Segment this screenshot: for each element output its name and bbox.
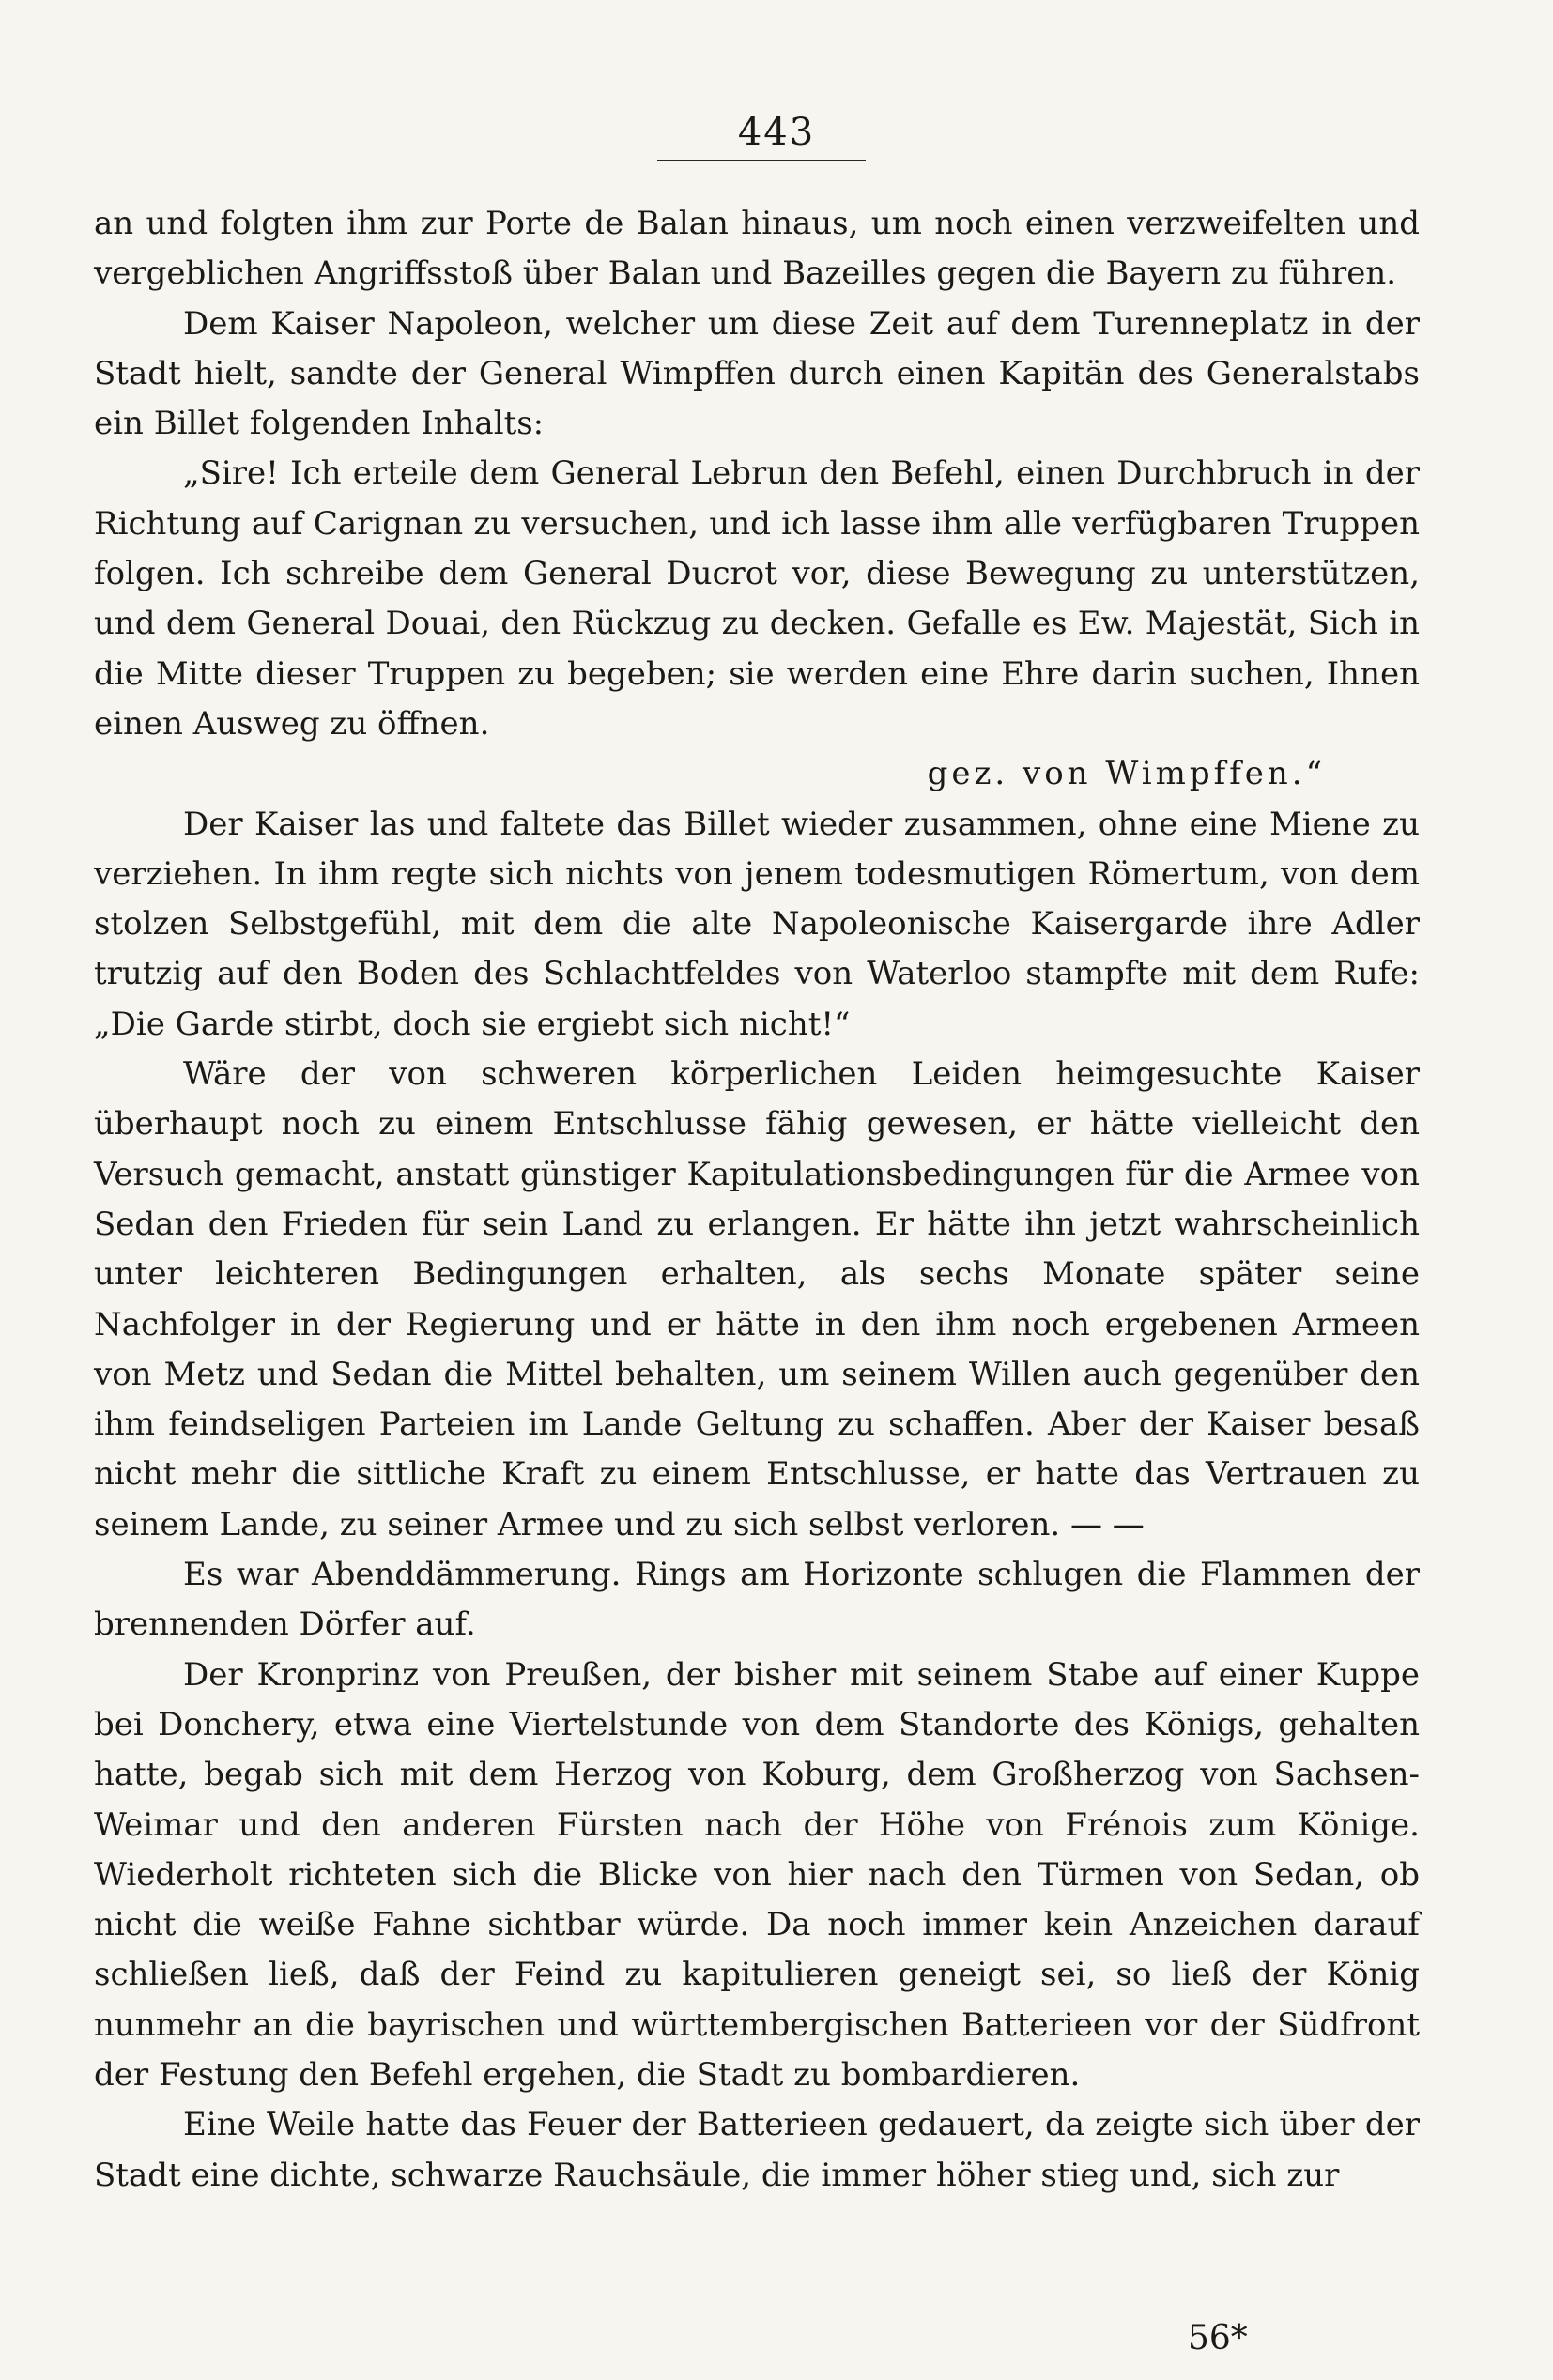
paragraph-8: Eine Weile hatte das Feuer der Batterieen gedauert, da zeigte sich über der Stadt eine dichte, schwarze Rauchsäule, die immer höher stieg und, sich zur	[94, 2106, 1420, 2194]
paragraph-4: Der Kaiser las und faltete das Billet wieder zusammen, ohne eine Miene zu verziehen. In ihm regte sich nichts von jenem todesmutigen Römertum, von dem stolzen Selbstgefühl, mit dem die alte Napoleonische Kaisergarde ihre Adler trutzig auf den Boden des Schlachtfeldes von Waterloo stampfte mit dem Rufe: „Die Garde stirbt, doch sie ergiebt sich nicht!“	[94, 805, 1420, 1043]
paragraph-3-letter: „Sire! Ich erteile dem General Lebrun den Befehl, einen Durchbruch in der Richtung auf Carignan zu versuchen, und ich lasse ihm alle verfügbaren Truppen folgen. Ich schreibe dem General Ducrot vor, diese Bewegung zu unterstützen, und dem General Douai, den Rückzug zu decken. Gefalle es Ew. Majestät, Sich in die Mitte dieser Truppen zu begeben; sie werden eine Ehre darin suchen, Ihnen einen Ausweg zu öffnen.	[94, 454, 1420, 743]
header-rule	[657, 160, 866, 161]
paragraph-5: Wäre der von schweren körperlichen Leiden heimgesuchte Kaiser überhaupt noch zu einem Entschlusse fähig gewesen, er hätte vielleicht den Versuch gemacht, anstatt günstiger Kapitulationsbedingungen für die Armee von Sedan den Frieden für sein Land zu erlangen. Er hätte ihn jetzt wahrscheinlich unter leichteren Bedingungen erhalten, als sechs Monate später seine Nachfolger in der Regierung und er hätte in den ihm noch ergebenen Armeen von Metz und Sedan die Mittel behalten, um seinem Willen auch gegenüber den ihm feindseligen Parteien im Lande Geltung zu schaffen. Aber der Kaiser besaß nicht mehr die sittliche Kraft zu einem Entschlusse, er hatte das Vertrauen zu seinem Lande, zu seiner Armee und zu sich selbst verloren. — —	[94, 1055, 1420, 1543]
paragraph-7: Der Kronprinz von Preußen, der bisher mit seinem Stabe auf einer Kuppe bei Donchery, etwa eine Viertelstunde von dem Standorte des Königs, gehalten hatte, begab sich mit dem Herzog von Koburg, dem Großherzog von Sachsen-Weimar und den anderen Fürsten nach der Höhe von Frénois zum Könige. Wiederholt richteten sich die Blicke von hier nach den Türmen von Sedan, ob nicht die weiße Fahne sichtbar würde. Da noch immer kein Anzeichen darauf schließen ließ, daß der Feind zu kapitulieren geneigt sei, so ließ der König nunmehr an die bayrischen und württembergischen Batterieen vor der Südfront der Festung den Befehl ergehen, die Stadt zu bombardieren.	[94, 1655, 1420, 2094]
body-text	[94, 199, 1420, 2201]
paragraph-2: Dem Kaiser Napoleon, welcher um diese Zeit auf dem Turenneplatz in der Stadt hielt, sandte der General Wimpffen durch einen Kapitän des Generalstabs ein Billet folgenden Inhalts:	[94, 304, 1420, 443]
letter-signature: gez. von Wimpffen.“	[927, 755, 1326, 793]
paragraph-1: an und folgten ihm zur Porte de Balan hinaus, um noch einen verzweifelten und vergeblichen Angriffsstoß über Balan und Bazeilles gegen die Bayern zu führen.	[94, 205, 1420, 293]
page-number: 443	[737, 111, 816, 154]
signature-mark: 56*	[1188, 2319, 1248, 2357]
paragraph-6: Es war Abenddämmerung. Rings am Horizonte schlugen die Flammen der brennenden Dörfer auf.	[94, 1556, 1420, 1644]
